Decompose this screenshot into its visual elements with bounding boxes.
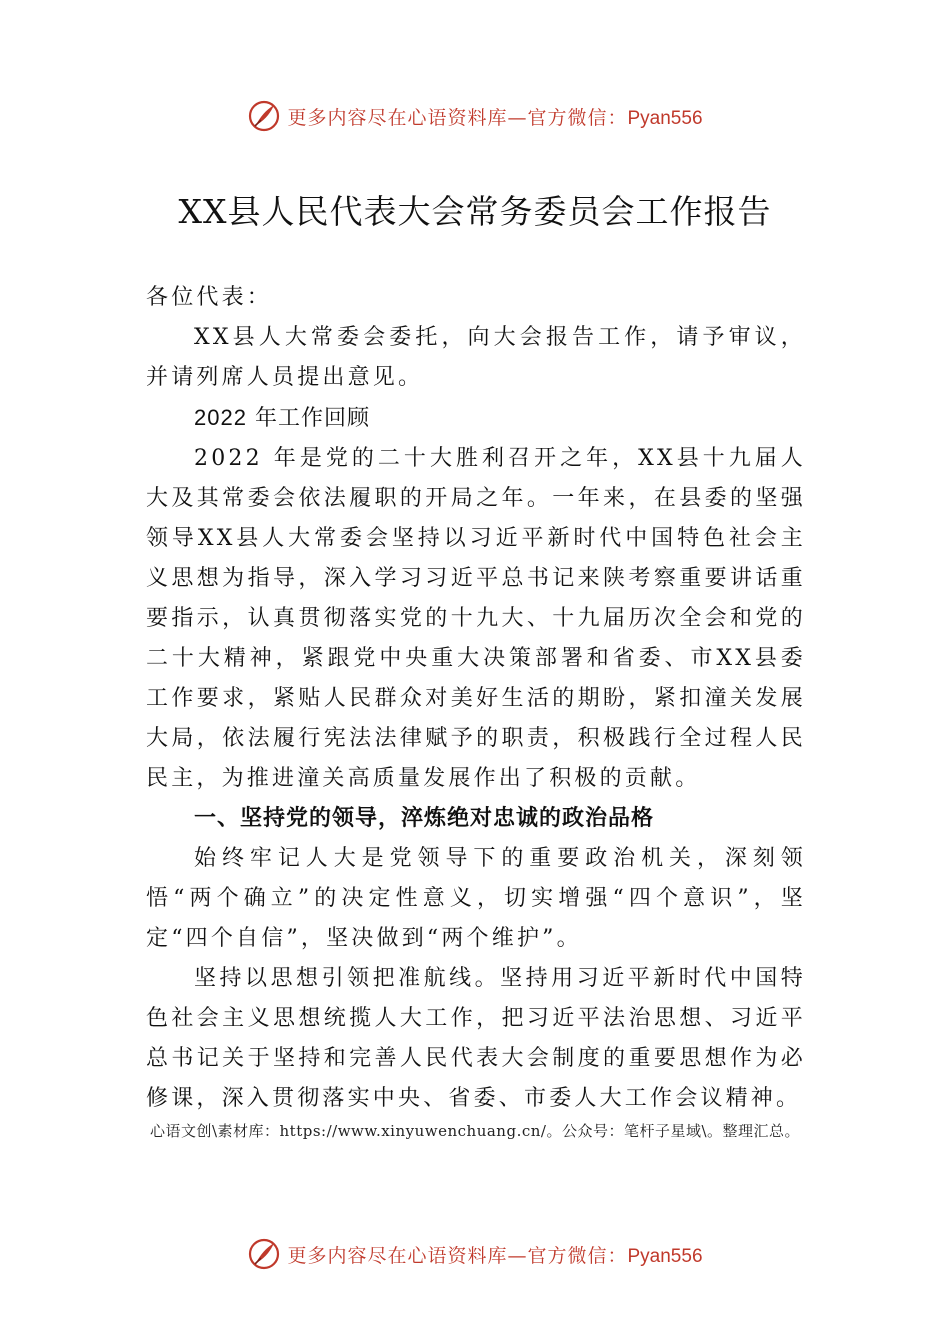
- section-heading-review: [146, 398, 806, 439]
- wechat-handle: Pyan556: [627, 107, 703, 129]
- review-paragraph: 2022 年是党的二十大胜利召开之年，XX县十九届人大及其常委会依法履职的开局之年。一年来，在县委的坚强领导XX县人大常委会坚持以习近平新时代中国特色社会主义思想为指导，深入学习习近平总书记来陕考察重要讲话重要指示，认真贯彻落实党的十九大、十九届历次全会和党的二十大精神，紧跟党中央重大决策部署和省委、市XX县委工作要求，紧贴人民群众对美好生活的期盼，紧扣潼关发展大局，依法履行宪法法律赋予的职责，积极践行全过程人民民主，为推进潼关高质量发展作出了积极的贡献。: [146, 446, 806, 791]
- salutation: 各位代表：: [146, 285, 273, 310]
- footer-banner-inner: [247, 1237, 702, 1271]
- intro-paragraph: XX县人大常委会委托，向大会报告工作，请予审议， 并请列席人员提出意见。: [146, 325, 806, 390]
- page-title: XX县人民代表大会常务委员会工作报告: [178, 192, 772, 231]
- loyalty-paragraph: 始终牢记人大是党领导下的重要政治机关，深刻领悟“两个确立”的决定性意义，切实增强“四个意识”，坚定“四个自信”，坚决做到“两个维护”。: [146, 846, 806, 951]
- section-heading-1: 一、坚持党的领导，淬炼绝对忠诚的政治品格: [194, 806, 655, 831]
- wechat-handle: Pyan556: [627, 1245, 703, 1267]
- header-banner: [0, 96, 950, 136]
- document-body: [146, 278, 806, 1119]
- source-note: 心语文创\素材库：https://www.xinyuwenchuang.cn/。公众号：笔杆子星域\。整理汇总。: [149, 1122, 801, 1140]
- quill-pen-logo-icon: [247, 1237, 281, 1271]
- quill-pen-logo-icon: [247, 99, 281, 133]
- footer-banner-text: 更多内容尽在心语资料库—官方微信：Pyan556: [287, 1244, 703, 1267]
- thought-guidance-paragraph: 坚持以思想引领把准航线。坚持用习近平新时代中国特色社会主义思想统揽人大工作，把习近平法治思想、习近平总书记关于坚持和完善人民代表大会制度的重要思想作为必修课，深入贯彻落实中央、省委、市委人大工作会议精神。: [146, 966, 806, 1111]
- section-title: 年工作回顾: [246, 406, 370, 431]
- footer-banner: [0, 1234, 950, 1274]
- header-banner-text: 更多内容尽在心语资料库—官方微信：Pyan556: [287, 106, 703, 129]
- section-year: 2022: [194, 405, 247, 430]
- header-banner-inner: [247, 99, 702, 133]
